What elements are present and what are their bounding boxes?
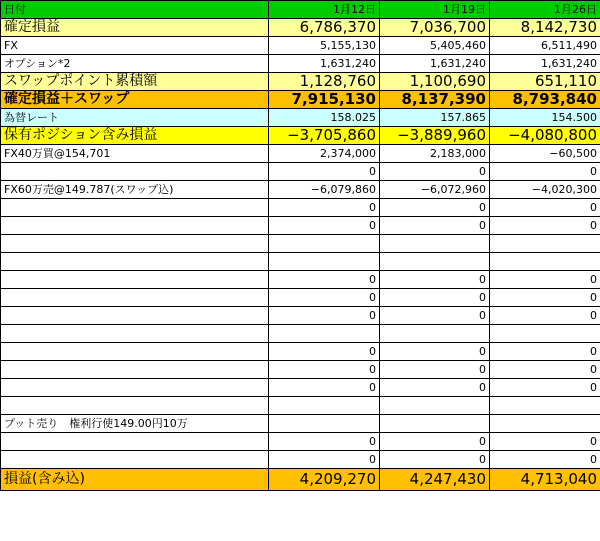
value-cell[interactable]: 0 xyxy=(269,433,380,451)
value-cell[interactable]: 0 xyxy=(380,433,490,451)
value-cell[interactable]: 0 xyxy=(490,433,600,451)
table-row xyxy=(1,433,600,451)
header-row xyxy=(1,1,600,19)
value-cell[interactable]: 0 xyxy=(380,163,490,181)
value-cell[interactable]: 2,183,000 xyxy=(380,145,490,163)
row-label-cell[interactable] xyxy=(1,343,269,361)
value-cell[interactable] xyxy=(269,235,380,253)
table-row xyxy=(1,217,600,235)
table-row xyxy=(1,109,600,127)
value-cell[interactable]: 4,247,430 xyxy=(380,469,490,491)
table-row xyxy=(1,469,600,491)
value-cell[interactable]: −4,080,800 xyxy=(490,127,600,145)
value-cell[interactable]: 6,786,370 xyxy=(269,19,380,37)
value-cell[interactable]: 0 xyxy=(380,451,490,469)
table-row xyxy=(1,19,600,37)
row-label-cell[interactable]: オプション*2 xyxy=(1,55,269,73)
value-cell[interactable]: 8,137,390 xyxy=(380,91,490,109)
value-cell[interactable]: 0 xyxy=(490,343,600,361)
value-cell[interactable] xyxy=(490,415,600,433)
table-row xyxy=(1,73,600,91)
table-row xyxy=(1,55,600,73)
value-cell[interactable] xyxy=(490,253,600,271)
value-cell[interactable] xyxy=(380,235,490,253)
date-cell[interactable]: 1月12日 xyxy=(269,1,380,19)
value-cell[interactable]: 0 xyxy=(269,271,380,289)
value-cell[interactable]: 0 xyxy=(490,289,600,307)
value-cell[interactable]: 0 xyxy=(490,217,600,235)
value-cell[interactable]: 0 xyxy=(380,361,490,379)
row-label-cell[interactable] xyxy=(1,325,269,343)
value-cell[interactable]: 1,631,240 xyxy=(380,55,490,73)
value-cell[interactable]: 0 xyxy=(490,451,600,469)
value-cell[interactable]: 0 xyxy=(490,379,600,397)
value-cell[interactable]: −4,020,300 xyxy=(490,181,600,199)
value-cell[interactable]: 0 xyxy=(490,199,600,217)
value-cell[interactable]: 0 xyxy=(380,343,490,361)
value-cell[interactable]: 5,405,460 xyxy=(380,37,490,55)
table-row xyxy=(1,37,600,55)
table-row xyxy=(1,289,600,307)
value-cell[interactable]: −60,500 xyxy=(490,145,600,163)
table-row xyxy=(1,181,600,199)
table-row xyxy=(1,271,600,289)
value-cell[interactable] xyxy=(380,253,490,271)
table-row xyxy=(1,397,600,415)
value-cell[interactable]: 651,110 xyxy=(490,73,600,91)
date-cell[interactable]: 1月19日 xyxy=(380,1,490,19)
value-cell[interactable] xyxy=(269,397,380,415)
value-cell[interactable] xyxy=(380,397,490,415)
value-cell[interactable]: 0 xyxy=(269,307,380,325)
value-cell[interactable]: 154.500 xyxy=(490,109,600,127)
row-label-cell[interactable]: 為替レート xyxy=(1,109,269,127)
row-label-cell[interactable] xyxy=(1,289,269,307)
table-row xyxy=(1,145,600,163)
value-cell[interactable]: −3,705,860 xyxy=(269,127,380,145)
date-cell[interactable]: 1月26日 xyxy=(490,1,600,19)
value-cell[interactable]: 1,100,690 xyxy=(380,73,490,91)
value-cell[interactable]: 0 xyxy=(269,199,380,217)
table-row xyxy=(1,451,600,469)
table-row xyxy=(1,307,600,325)
value-cell[interactable]: 4,209,270 xyxy=(269,469,380,491)
table-row xyxy=(1,343,600,361)
value-cell[interactable]: 157.865 xyxy=(380,109,490,127)
row-label-cell[interactable]: スワップポイント累積額 xyxy=(1,73,269,91)
row-label-cell[interactable]: 確定損益 xyxy=(1,19,269,37)
table-row xyxy=(1,91,600,109)
row-label-cell[interactable]: 保有ポジション含み損益 xyxy=(1,127,269,145)
row-label-cell[interactable] xyxy=(1,217,269,235)
value-cell[interactable]: −6,079,860 xyxy=(269,181,380,199)
value-cell[interactable] xyxy=(380,325,490,343)
value-cell[interactable]: 0 xyxy=(380,199,490,217)
row-label-cell[interactable] xyxy=(1,163,269,181)
value-cell[interactable]: −3,889,960 xyxy=(380,127,490,145)
value-cell[interactable] xyxy=(269,325,380,343)
value-cell[interactable]: 1,128,760 xyxy=(269,73,380,91)
value-cell[interactable]: 2,374,000 xyxy=(269,145,380,163)
row-label-cell[interactable]: FX60万売@149.787(スワップ込) xyxy=(1,181,269,199)
value-cell[interactable]: 0 xyxy=(269,361,380,379)
value-cell[interactable] xyxy=(380,415,490,433)
sheet-body xyxy=(1,19,600,491)
value-cell[interactable]: 0 xyxy=(380,289,490,307)
value-cell[interactable]: 0 xyxy=(269,163,380,181)
value-cell[interactable]: 8,793,840 xyxy=(490,91,600,109)
value-cell[interactable]: 0 xyxy=(380,271,490,289)
table-row xyxy=(1,361,600,379)
value-cell[interactable]: 0 xyxy=(490,361,600,379)
value-cell[interactable]: 4,713,040 xyxy=(490,469,600,491)
value-cell[interactable]: 0 xyxy=(490,307,600,325)
row-label-cell[interactable] xyxy=(1,271,269,289)
value-cell[interactable]: 0 xyxy=(380,379,490,397)
row-label-cell[interactable]: FX xyxy=(1,37,269,55)
value-cell[interactable]: 1,631,240 xyxy=(490,55,600,73)
row-label-cell[interactable] xyxy=(1,361,269,379)
value-cell[interactable]: 1,631,240 xyxy=(269,55,380,73)
value-cell[interactable]: 5,155,130 xyxy=(269,37,380,55)
row-label-cell[interactable]: 損益(含み込) xyxy=(1,469,269,491)
table-row xyxy=(1,199,600,217)
value-cell[interactable] xyxy=(490,397,600,415)
row-label-cell[interactable] xyxy=(1,253,269,271)
row-label-cell[interactable] xyxy=(1,433,269,451)
value-cell[interactable]: 7,915,130 xyxy=(269,91,380,109)
table-row xyxy=(1,325,600,343)
value-cell[interactable]: 0 xyxy=(380,217,490,235)
row-label-cell[interactable] xyxy=(1,397,269,415)
row-label-cell[interactable]: プット売り 権利行使149.00円10万 xyxy=(1,415,269,433)
table-row xyxy=(1,163,600,181)
value-cell[interactable] xyxy=(269,415,380,433)
row-label-cell[interactable] xyxy=(1,199,269,217)
value-cell[interactable] xyxy=(490,235,600,253)
row-label-cell[interactable] xyxy=(1,379,269,397)
table-row xyxy=(1,235,600,253)
header-label[interactable]: 日付 xyxy=(1,1,269,19)
row-label-cell[interactable]: FX40万買@154,701 xyxy=(1,145,269,163)
value-cell[interactable] xyxy=(269,253,380,271)
value-cell[interactable]: 0 xyxy=(269,379,380,397)
value-cell[interactable]: 0 xyxy=(269,343,380,361)
row-label-cell[interactable] xyxy=(1,451,269,469)
value-cell[interactable]: 0 xyxy=(269,451,380,469)
value-cell[interactable]: −6,072,960 xyxy=(380,181,490,199)
table-row xyxy=(1,127,600,145)
value-cell[interactable]: 0 xyxy=(269,289,380,307)
value-cell[interactable]: 158.025 xyxy=(269,109,380,127)
row-label-cell[interactable]: 確定損益＋スワップ xyxy=(1,91,269,109)
row-label-cell[interactable] xyxy=(1,307,269,325)
row-label-cell[interactable] xyxy=(1,235,269,253)
value-cell[interactable] xyxy=(490,325,600,343)
table-row xyxy=(1,253,600,271)
value-cell[interactable]: 8,142,730 xyxy=(490,19,600,37)
value-cell[interactable]: 6,511,490 xyxy=(490,37,600,55)
table-row xyxy=(1,415,600,433)
value-cell[interactable]: 7,036,700 xyxy=(380,19,490,37)
table-row xyxy=(1,379,600,397)
value-cell[interactable]: 0 xyxy=(490,163,600,181)
value-cell[interactable]: 0 xyxy=(490,271,600,289)
value-cell[interactable]: 0 xyxy=(269,217,380,235)
value-cell[interactable]: 0 xyxy=(380,307,490,325)
